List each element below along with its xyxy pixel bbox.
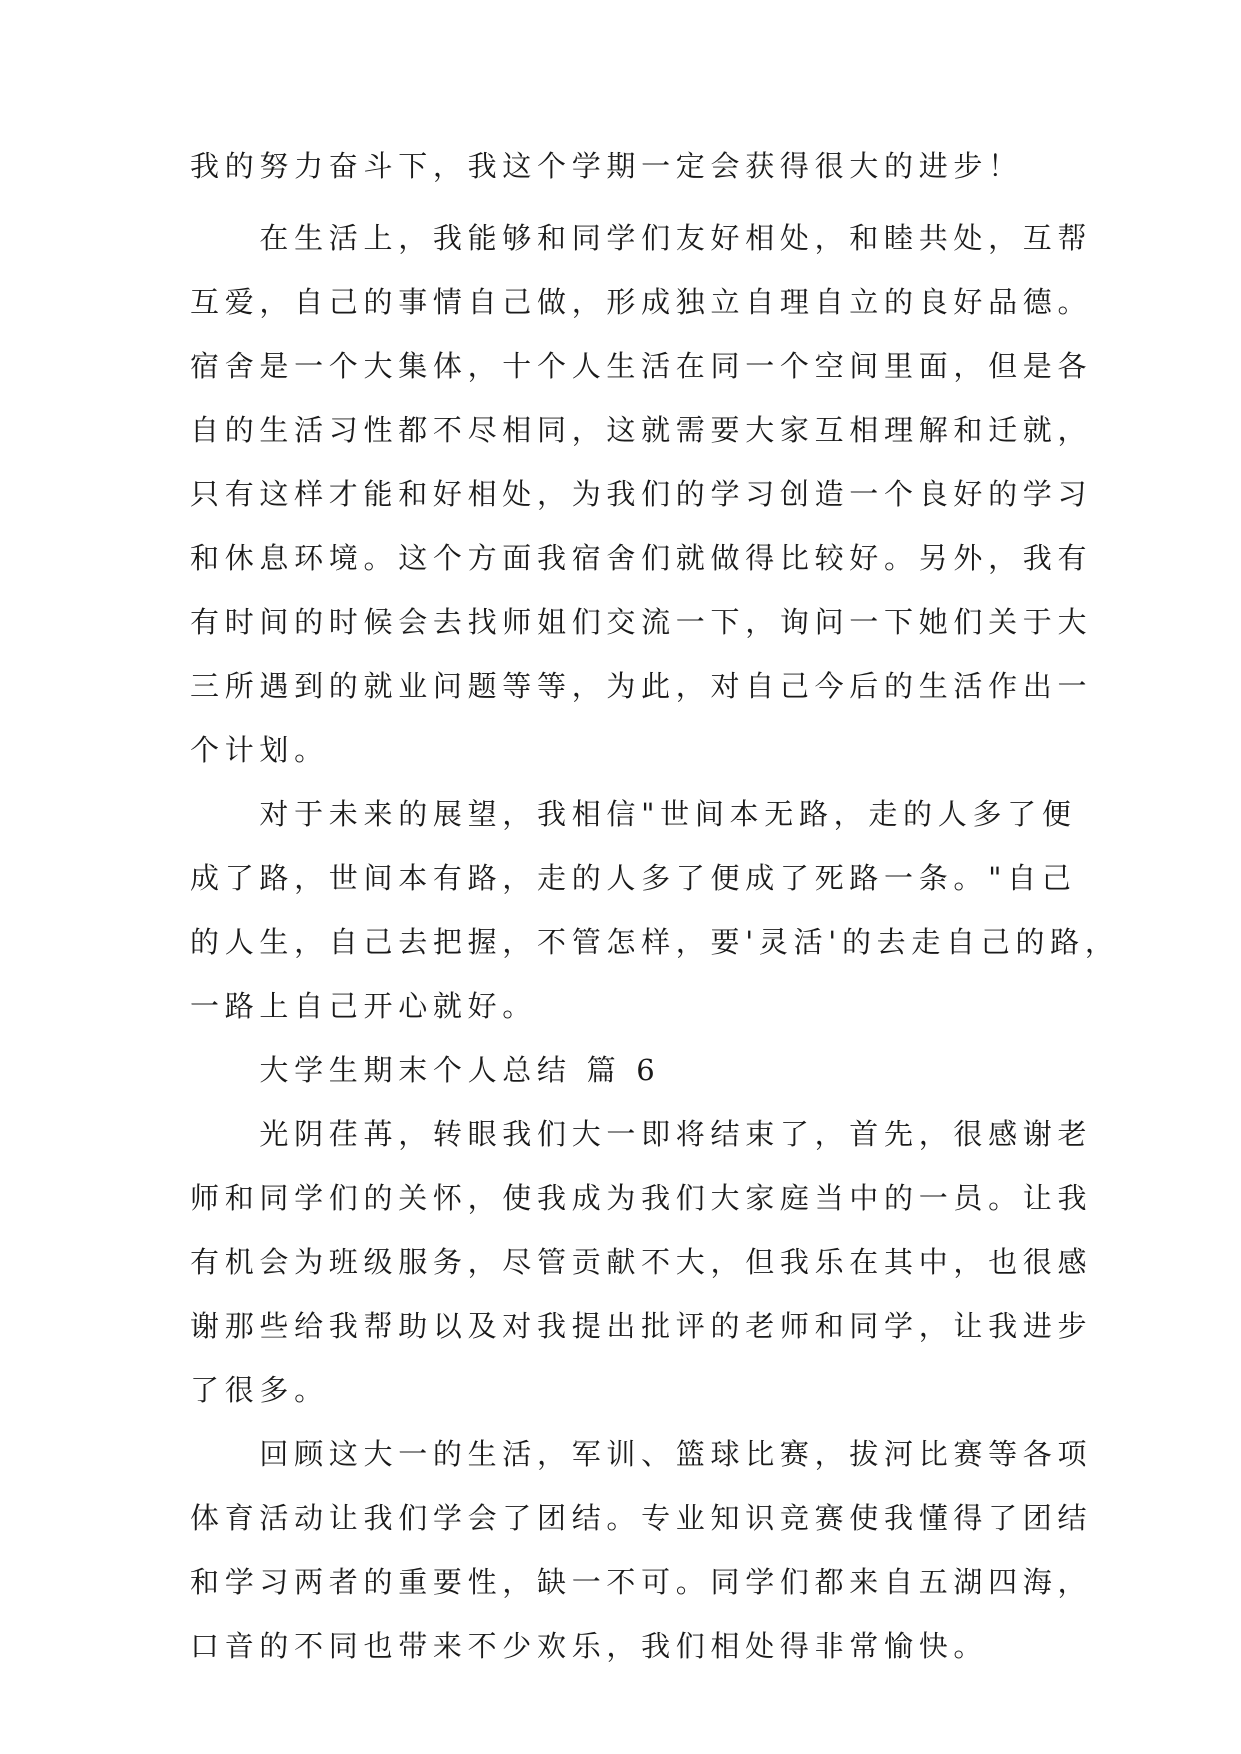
text-line-4: 宿舍是一个大集体，十个人生活在同一个空间里面，但是各	[190, 349, 1093, 383]
text-line-21: 回顾这大一的生活，军训、篮球比赛，拔河比赛等各项	[190, 1437, 1093, 1471]
text-line-9: 三所遇到的就业问题等等，为此，对自己今后的生活作出一	[190, 669, 1093, 703]
text-line-19: 谢那些给我帮助以及对我提出批评的老师和同学，让我进步	[190, 1309, 1093, 1343]
text-line-10: 个计划。	[190, 733, 329, 767]
text-line-23: 和学习两者的重要性，缺一不可。同学们都来自五湖四海，	[190, 1565, 1093, 1599]
text-line-7: 和休息环境。这个方面我宿舍们就做得比较好。另外，我有	[190, 541, 1093, 575]
text-line-11: 对于未来的展望，我相信"世间本无路，走的人多了便	[190, 797, 1077, 831]
text-line-3: 互爱，自己的事情自己做，形成独立自理自立的良好品德。	[190, 285, 1093, 319]
text-line-18: 有机会为班级服务，尽管贡献不大，但我乐在其中，也很感	[190, 1245, 1093, 1279]
text-line-16: 光阴荏苒，转眼我们大一即将结束了，首先，很感谢老	[190, 1117, 1093, 1151]
text-line-1: 我的努力奋斗下，我这个学期一定会获得很大的进步！	[190, 149, 1023, 183]
text-line-14: 一路上自己开心就好。	[190, 989, 538, 1023]
text-line-8: 有时间的时候会去找师姐们交流一下，询问一下她们关于大	[190, 605, 1093, 639]
text-line-22: 体育活动让我们学会了团结。专业知识竞赛使我懂得了团结	[190, 1501, 1093, 1535]
text-line-12: 成了路，世间本有路，走的人多了便成了死路一条。"自己	[190, 861, 1077, 895]
text-line-20: 了很多。	[190, 1373, 329, 1407]
text-line-17: 师和同学们的关怀，使我成为我们大家庭当中的一员。让我	[190, 1181, 1093, 1215]
text-line-2: 在生活上，我能够和同学们友好相处，和睦共处，互帮	[190, 221, 1093, 255]
section-heading: 大学生期末个人总结 篇 6	[190, 1053, 661, 1087]
text-line-13: 的人生，自己去把握，不管怎样，要'灵活'的去走自己的路，	[190, 925, 1120, 959]
text-line-5: 自的生活习性都不尽相同，这就需要大家互相理解和迁就，	[190, 413, 1093, 447]
text-line-6: 只有这样才能和好相处，为我们的学习创造一个良好的学习	[190, 477, 1093, 511]
text-line-24: 口音的不同也带来不少欢乐，我们相处得非常愉快。	[190, 1629, 989, 1663]
